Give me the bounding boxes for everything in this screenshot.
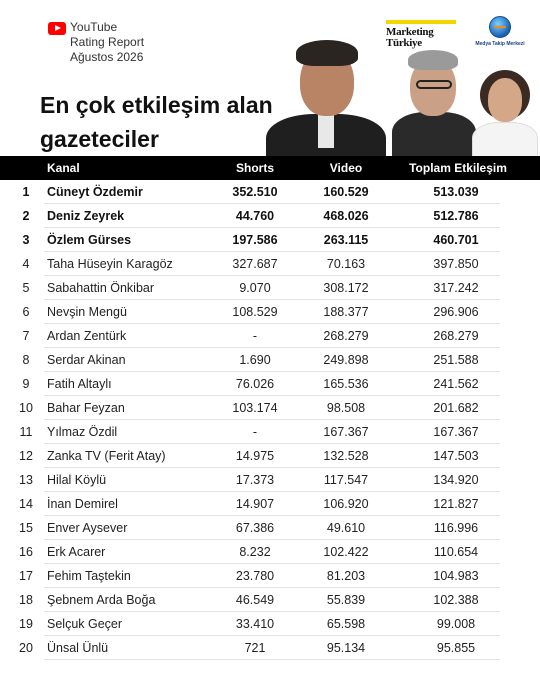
row-channel: Selçuk Geçer (47, 617, 123, 631)
row-rank: 12 (19, 449, 33, 463)
ranking-table (0, 180, 540, 660)
row-rank: 4 (22, 257, 30, 271)
logo-marketing-text: Marketing (386, 26, 434, 38)
row-video: 268.279 (323, 329, 369, 343)
row-rank: 3 (22, 233, 30, 247)
header-kanal: Kanal (47, 161, 80, 175)
brand-report: Rating Report (70, 35, 145, 49)
title-line-1: En çok etkileşim alan (40, 92, 273, 118)
row-rank: 9 (22, 377, 30, 391)
row-channel: Zanka TV (Ferit Atay) (47, 449, 166, 463)
row-shorts: 721 (244, 641, 266, 655)
row-shorts: 46.549 (235, 593, 275, 607)
medya-takip-merkezi-logo (468, 16, 532, 47)
table-row (0, 396, 540, 420)
row-total: 102.388 (433, 593, 479, 607)
row-video: 106.920 (323, 497, 369, 511)
row-total: 512.786 (433, 209, 479, 223)
row-shorts: 103.174 (232, 401, 278, 415)
row-shorts: 17.373 (235, 473, 275, 487)
table-row (0, 252, 540, 276)
row-rank: 15 (19, 521, 33, 535)
row-total: 251.588 (433, 353, 479, 367)
table-row (0, 324, 540, 348)
row-shorts: 108.529 (232, 305, 278, 319)
row-video: 308.172 (323, 281, 369, 295)
row-rank: 7 (22, 329, 30, 343)
row-channel: Şebnem Arda Boğa (47, 593, 156, 607)
header-shorts: Shorts (235, 161, 274, 175)
row-channel: Sabahattin Önkibar (47, 281, 155, 295)
logo-turkiye-text: Türkiye (386, 37, 422, 49)
row-channel: Ünsal Ünlü (47, 641, 109, 655)
row-channel: Deniz Zeyrek (47, 209, 125, 223)
row-channel: Özlem Gürses (47, 233, 132, 247)
table-row (0, 540, 540, 564)
row-shorts: 76.026 (235, 377, 275, 391)
row-total: 134.920 (433, 473, 479, 487)
row-video: 102.422 (323, 545, 369, 559)
row-channel: İnan Demirel (47, 497, 118, 511)
row-rank: 11 (19, 425, 33, 439)
table-row (0, 204, 540, 228)
row-rank: 2 (22, 209, 30, 223)
row-channel: Taha Hüseyin Karagöz (47, 257, 173, 271)
row-video: 70.163 (326, 257, 366, 271)
row-total: 460.701 (433, 233, 479, 247)
row-channel: Ardan Zentürk (47, 329, 127, 343)
row-rank: 6 (22, 305, 30, 319)
table-row (0, 228, 540, 252)
row-total: 201.682 (433, 401, 479, 415)
row-channel: Serdar Akinan (47, 353, 126, 367)
row-rank: 10 (19, 401, 33, 415)
journalist-photo-2 (390, 44, 476, 156)
row-shorts: 352.510 (232, 185, 278, 199)
row-total: 147.503 (433, 449, 479, 463)
row-total: 167.367 (433, 425, 479, 439)
row-total: 241.562 (433, 377, 479, 391)
table-header (0, 156, 540, 180)
row-total: 99.008 (436, 617, 476, 631)
row-total: 95.855 (436, 641, 476, 655)
row-video: 55.839 (326, 593, 366, 607)
row-video: 81.203 (326, 569, 366, 583)
row-total: 268.279 (433, 329, 479, 343)
row-total: 296.906 (433, 305, 479, 319)
row-video: 160.529 (323, 185, 369, 199)
row-video: 65.598 (326, 617, 366, 631)
youtube-icon (48, 22, 66, 35)
report-brand (48, 20, 158, 65)
row-channel: Fatih Altaylı (47, 377, 112, 391)
table-row (0, 372, 540, 396)
header-video: Video (329, 161, 363, 175)
row-video: 165.536 (323, 377, 369, 391)
row-shorts: - (252, 329, 258, 343)
row-video: 249.898 (323, 353, 369, 367)
logo-medya-text: Medya Takip Merkezi (475, 41, 525, 47)
table-row (0, 468, 540, 492)
row-shorts: 14.975 (235, 449, 275, 463)
row-shorts: 8.232 (239, 545, 271, 559)
row-shorts: 67.386 (235, 521, 275, 535)
row-total: 116.996 (433, 521, 479, 535)
globe-icon (489, 16, 511, 38)
row-rank: 5 (22, 281, 30, 295)
row-shorts: - (252, 425, 258, 439)
row-total: 513.039 (433, 185, 479, 199)
row-shorts: 44.760 (235, 209, 275, 223)
table-row (0, 588, 540, 612)
row-total: 110.654 (433, 545, 479, 559)
row-rank: 18 (19, 593, 33, 607)
row-channel: Enver Aysever (47, 521, 128, 535)
row-video: 132.528 (323, 449, 369, 463)
table-row (0, 180, 540, 204)
table-row (0, 492, 540, 516)
row-channel: Fehim Taştekin (47, 569, 131, 583)
row-total: 121.827 (433, 497, 479, 511)
row-shorts: 14.907 (235, 497, 275, 511)
row-rank: 13 (19, 473, 33, 487)
page-title (40, 88, 300, 156)
row-rank: 19 (19, 617, 33, 631)
row-video: 263.115 (323, 233, 369, 247)
table-row (0, 420, 540, 444)
row-rank: 16 (19, 545, 33, 559)
table-row (0, 564, 540, 588)
row-video: 49.610 (326, 521, 366, 535)
table-row (0, 516, 540, 540)
table-row (0, 348, 540, 372)
row-shorts: 9.070 (239, 281, 271, 295)
row-channel: Hilal Köylü (47, 473, 107, 487)
table-row (0, 444, 540, 468)
table-row (0, 276, 540, 300)
row-video: 167.367 (323, 425, 369, 439)
title-line-2: gazeteciler (40, 126, 159, 152)
row-rank: 8 (22, 353, 30, 367)
row-channel: Cüneyt Özdemir (47, 185, 143, 199)
row-shorts: 327.687 (232, 257, 278, 271)
row-video: 117.547 (323, 473, 369, 487)
journalist-photo-1 (262, 32, 390, 156)
table-row (0, 300, 540, 324)
row-total: 397.850 (433, 257, 479, 271)
row-shorts: 23.780 (235, 569, 275, 583)
row-shorts: 197.586 (232, 233, 278, 247)
row-rank: 14 (19, 497, 33, 511)
row-channel: Yılmaz Özdil (47, 425, 118, 439)
row-rank: 20 (19, 641, 33, 655)
row-rank: 17 (19, 569, 33, 583)
row-channel: Erk Acarer (47, 545, 106, 559)
table-row (0, 612, 540, 636)
header-toplam: Toplam Etkileşim (409, 161, 507, 175)
row-channel: Bahar Feyzan (47, 401, 125, 415)
row-total: 317.242 (433, 281, 479, 295)
row-video: 95.134 (326, 641, 366, 655)
row-video: 188.377 (323, 305, 369, 319)
row-shorts: 1.690 (239, 353, 271, 367)
row-video: 98.508 (326, 401, 366, 415)
table-row (0, 636, 540, 660)
journalist-photo-3 (470, 62, 540, 156)
row-total: 104.983 (433, 569, 479, 583)
row-video: 468.026 (323, 209, 369, 223)
brand-date: Ağustos 2026 (70, 50, 144, 64)
row-rank: 1 (22, 185, 30, 199)
brand-youtube: YouTube (70, 20, 118, 34)
row-channel: Nevşin Mengü (47, 305, 127, 319)
row-shorts: 33.410 (235, 617, 275, 631)
